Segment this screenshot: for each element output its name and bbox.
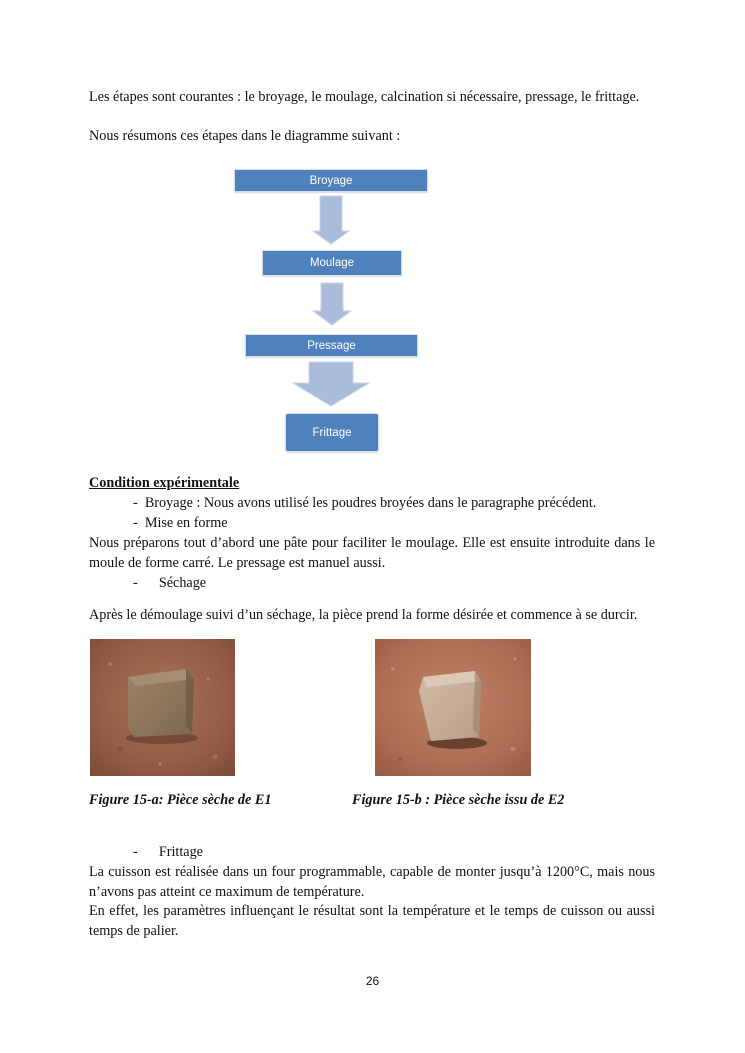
diagram-arrow-3	[291, 361, 371, 407]
frittage-paragraph-1: La cuisson est réalisée dans un four programmable, capable de monter jusqu’à 1200°C, mais nous n’avons pas atteint ce maximum de température.	[89, 864, 655, 900]
bullet-text: Broyage : Nous avons utilisé les poudres broyées dans le paragraphe précédent.	[144, 495, 597, 511]
sechage-paragraph: Après le démoulage suivi d’un séchage, la pièce prend la forme désirée et commence à se durcir.	[89, 607, 638, 623]
bullet-marker: -	[133, 844, 138, 860]
bullet-frittage	[133, 843, 203, 863]
page-number: 26	[365, 974, 380, 988]
figure-caption-a: Figure 15-a: Pièce sèche de E1	[89, 792, 272, 808]
diagram-arrow-2	[311, 282, 353, 326]
mise-en-forme-paragraph: Nous préparons tout d’abord une pâte pour faciliter le moulage. Elle est ensuite introduite dans le moule de forme carré. Le pressage est manuel aussi.	[89, 535, 655, 571]
diagram-step-broyage: Broyage	[234, 169, 428, 192]
intro-paragraph: Les étapes sont courantes : le broyage, le moulage, calcination si nécessaire, pressage, le frittage.	[89, 89, 640, 105]
bullet-marker: -	[133, 495, 138, 511]
frittage-paragraph-2: En effet, les paramètres influençant le résultat sont la température et le temps de cuisson ou aussi temps de palier.	[89, 903, 655, 939]
diagram-step-frittage: Frittage	[285, 413, 379, 452]
photo-piece-e1	[90, 639, 235, 776]
diagram-step-pressage: Pressage	[245, 334, 418, 357]
diagram-step-moulage: Moulage	[262, 250, 402, 276]
bullet-marker: -	[133, 515, 138, 531]
bullet-text: Frittage	[158, 844, 203, 860]
photo-piece-e2	[375, 639, 531, 776]
bullet-text: Mise en forme	[144, 515, 228, 531]
bullet-broyage	[133, 494, 596, 514]
section-heading: Condition expérimentale	[89, 475, 240, 491]
figure-caption-b: Figure 15-b : Pièce sèche issu de E2	[352, 792, 565, 808]
bullet-marker: -	[133, 575, 138, 591]
bullet-text: Séchage	[158, 575, 207, 591]
bullet-mise-en-forme	[133, 514, 228, 534]
bullet-sechage	[133, 574, 206, 594]
diagram-arrow-1	[311, 195, 351, 245]
intro-diagram-lead: Nous résumons ces étapes dans le diagramme suivant :	[89, 128, 401, 144]
